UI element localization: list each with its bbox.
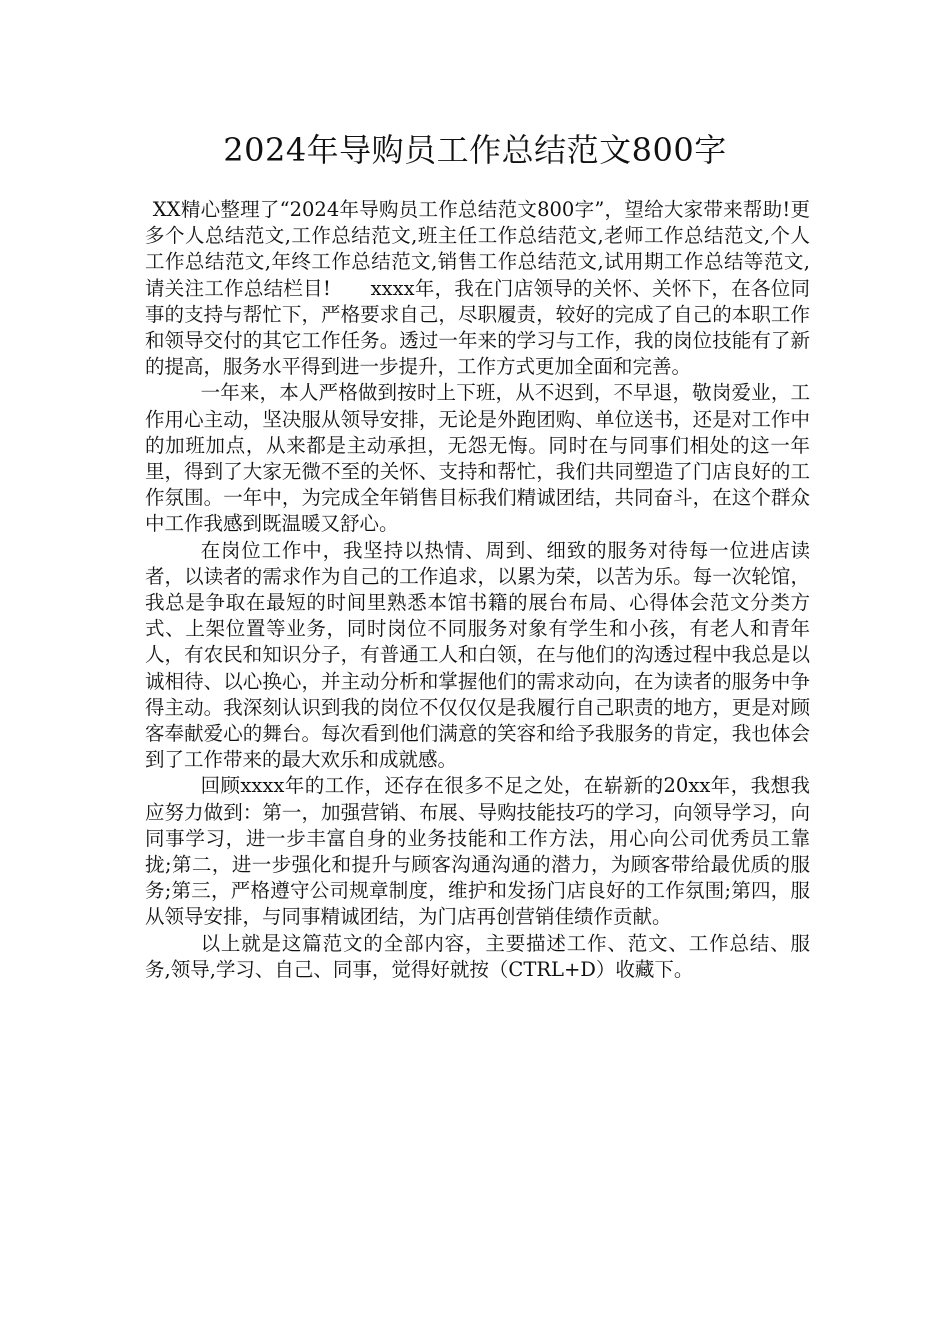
document-title: 2024年导购员工作总结范文800字 (223, 131, 727, 169)
paragraph-review: 回顾xxxx年的工作，还存在很多不足之处，在崭新的20xx年，我想我应努力做到：第一，加强营销、布展、导购技能技巧的学习，向领导学习，向同事学习，进一步丰富自身的业务技能和工作方法，用心向公司优秀员工靠拢;第二，进一步强化和提升与顾客沟通沟通的潜力，为顾客带给最优质的服务;第三，严格遵守公司规章制度，维护和发扬门店良好的工作氛围;第四，服从领导安排，与同事精诚团结，为门店再创营销佳绩作贡献。 (145, 774, 810, 929)
paragraph-intro: XX精心整理了“2024年导购员工作总结范文800字”，望给大家带来帮助!更多个人总结范文,工作总结范文,班主任工作总结范文,老师工作总结范文,个人工作总结范文,年终工作总结范文,销售工作总结范文,试用期工作总结等范文,请关注工作总结栏目! xxxx年，我在门店领导的关怀、关怀下，在各位同事的支持与帮忙下，严格要求自己，尽职履责，较好的完成了自己的本职工作和领导交付的其它工作任务。透过一年来的学习与工作，我的岗位技能有了新的提高，服务水平得到进一步提升，工作方式更加全面和完善。 (145, 198, 810, 379)
paragraph-attendance: 一年来，本人严格做到按时上下班，从不迟到，不早退，敬岗爱业，工作用心主动，坚决服从领导安排，无论是外跑团购、单位送书，还是对工作中的加班加点，从来都是主动承担，无怨无悔。同时在与同事们相处的这一年里，得到了大家无微不至的关怀、支持和帮忙，我们共同塑造了门店良好的工作氛围。一年中，为完成全年销售目标我们精诚团结，共同奋斗，在这个群众中工作我感到既温暖又舒心。 (145, 381, 810, 536)
document-body (145, 197, 810, 983)
paragraph-closing: 以上就是这篇范文的全部内容，主要描述工作、范文、工作总结、服务,领导,学习、自己、同事，觉得好就按（CTRL+D）收藏下。 (145, 931, 810, 981)
paragraph-service: 在岗位工作中，我坚持以热情、周到、细致的服务对待每一位进店读者，以读者的需求作为自己的工作追求，以累为荣，以苦为乐。每一次轮馆，我总是争取在最短的时间里熟悉本馆书籍的展台布局、心得体会范文分类方式、上架位置等业务，同时岗位不同服务对象有学生和小孩，有老人和青年人，有农民和知识分子，有普通工人和白领，在与他们的沟透过程中我总是以诚相待、以心换心，并主动分析和掌握他们的需求动向，在为读者的服务中争得主动。我深刻认识到我的岗位不仅仅仅是我履行自己职责的地方，更是对顾客奉献爱心的舞台。每次看到他们满意的笑容和给予我服务的肯定，我也体会到了工作带来的最大欢乐和成就感。 (145, 538, 810, 772)
